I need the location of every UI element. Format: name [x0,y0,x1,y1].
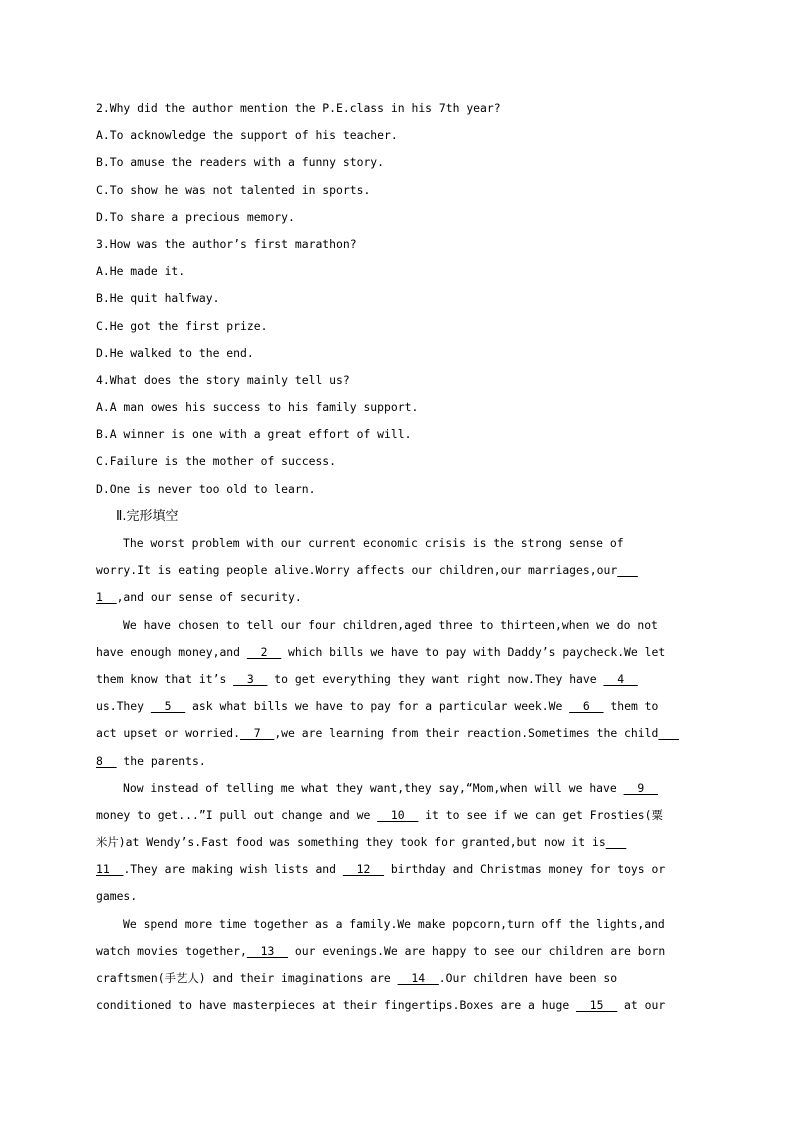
cloze-p1-line-3 [96,584,700,611]
question-3-option-a: A.He made it. [96,264,186,279]
cloze-text: ) and their imaginations are [198,971,398,985]
cloze-p3-line-1 [96,775,700,802]
cloze-text: ask what bills we have to pay for a particular week.We [185,699,570,714]
cloze-text: which bills we have to pay with Daddy’s paycheck.We let [281,644,666,659]
cloze-text: act upset or worried. [96,726,241,741]
cloze-text: .Our children have been so [438,971,618,985]
blank-11-start: __ [605,835,627,850]
question-2-option-c: C.To show he was not talented in sports. [96,182,371,197]
blank-12: __12__ [342,862,385,877]
blank-3: __3__ [233,671,268,686]
cloze-p3-line-2 [96,802,700,829]
cloze-p1-line-1: The worst problem with our current economic crisis is the strong sense of [123,536,624,550]
cloze-text: birthday and Christmas money for toys or [384,862,666,877]
cloze-text: craftsmen( [96,971,165,985]
question-2-stem: 2.Why did the author mention the P.E.class in his 7th year? [96,101,501,115]
blank-8: 8__ [96,753,117,768]
cloze-p4-line-2 [96,938,700,965]
cjk-text: 米片 [96,835,119,850]
question-4-option-d: D.One is never too old to learn. [96,481,316,496]
cloze-p2-line-3 [96,666,700,693]
cloze-p2-line-5 [96,720,700,747]
question-4-option-a: A.A man owes his success to his family support. [96,400,419,415]
cloze-text: .They are making wish lists and [123,862,343,877]
cloze-text: ,we are learning from their reaction.Sometimes the child [274,726,659,741]
blank-11: 11__ [96,862,124,877]
cloze-p2-line-1: We have chosen to tell our four children,aged three to thirteen,when we do not [123,617,658,632]
cloze-text: Now instead of telling me what they want,they say,“Mom,when will we have [123,780,624,795]
cloze-p3-line-5: games. [96,889,138,904]
cloze-text: at our [617,998,666,1013]
blank-1: 1__ [96,590,117,605]
question-4-option-c: C.Failure is the mother of success. [96,454,337,469]
cloze-text: us.They [96,699,151,714]
cloze-text: watch movies together, [96,943,247,958]
cloze-p2-line-4 [96,693,700,720]
question-3-option-d: D.He walked to the end. [96,345,254,360]
cloze-text: our evenings.We are happy to see our children are born [288,943,666,958]
cloze-text: it to see if we can get Frosties( [418,807,652,822]
question-2-option-a: A.To acknowledge the support of his teacher. [96,128,398,143]
question-3-option-b: B.He quit halfway. [96,291,220,306]
blank-8-start: __ [658,726,679,741]
blank-9: __9__ [623,780,658,795]
blank-13: __13__ [246,943,289,958]
blank-7: __7__ [240,726,275,741]
cloze-text: conditioned to have masterpieces at their fingertips.Boxes are a huge [96,998,577,1013]
cloze-p3-line-3 [96,829,700,856]
cloze-p1-line-2 [96,557,700,584]
blank-2: __2__ [246,644,282,659]
cloze-text: money to get...”I pull out change and we [96,807,378,822]
document-page [96,95,700,1019]
blank-6: __6__ [569,699,604,714]
blank-1-start: __ [617,563,638,578]
cloze-text: the parents. [116,753,206,768]
blank-5: __5__ [150,699,186,714]
question-3-stem: 3.How was the author’s first marathon? [96,236,357,251]
cloze-p4-line-3 [96,965,700,992]
cloze-p3-line-4 [96,856,700,883]
cloze-text: worry.It is eating people alive.Worry affects our children,our marriages,our [96,563,618,578]
blank-10: __10__ [377,807,419,822]
cloze-p4-line-1: We spend more time together as a family.We make popcorn,turn off the lights,and [123,916,665,931]
blank-14: __14__ [397,971,439,985]
question-4-stem: 4.What does the story mainly tell us? [96,372,350,387]
cloze-p2-line-6 [96,748,700,775]
cloze-text: have enough money,and [96,644,247,659]
question-2-option-b: B.To amuse the readers with a funny story. [96,155,385,170]
question-3-option-c: C.He got the first prize. [96,318,268,333]
cjk-text: 手艺人 [164,971,199,985]
section-title: Ⅱ.完形填空 [116,508,179,524]
blank-4: __4__ [603,671,638,686]
cloze-p2-line-2 [96,639,700,666]
blank-15: __15__ [576,998,618,1013]
question-4-option-b: B.A winner is one with a great effort of will. [96,427,412,442]
cjk-text: 粟 [651,807,663,822]
cloze-text: them know that it’s [96,671,234,686]
cloze-p4-line-4 [96,992,700,1019]
cloze-text: to get everything they want right now.They have [267,671,604,686]
cloze-text: ,and our sense of security. [116,590,302,605]
cloze-text: )at Wendy’s.Fast food was something they took for granted,but now it is [118,835,606,850]
cloze-text: them to [603,699,659,714]
question-2-option-d: D.To share a precious memory. [96,209,295,224]
